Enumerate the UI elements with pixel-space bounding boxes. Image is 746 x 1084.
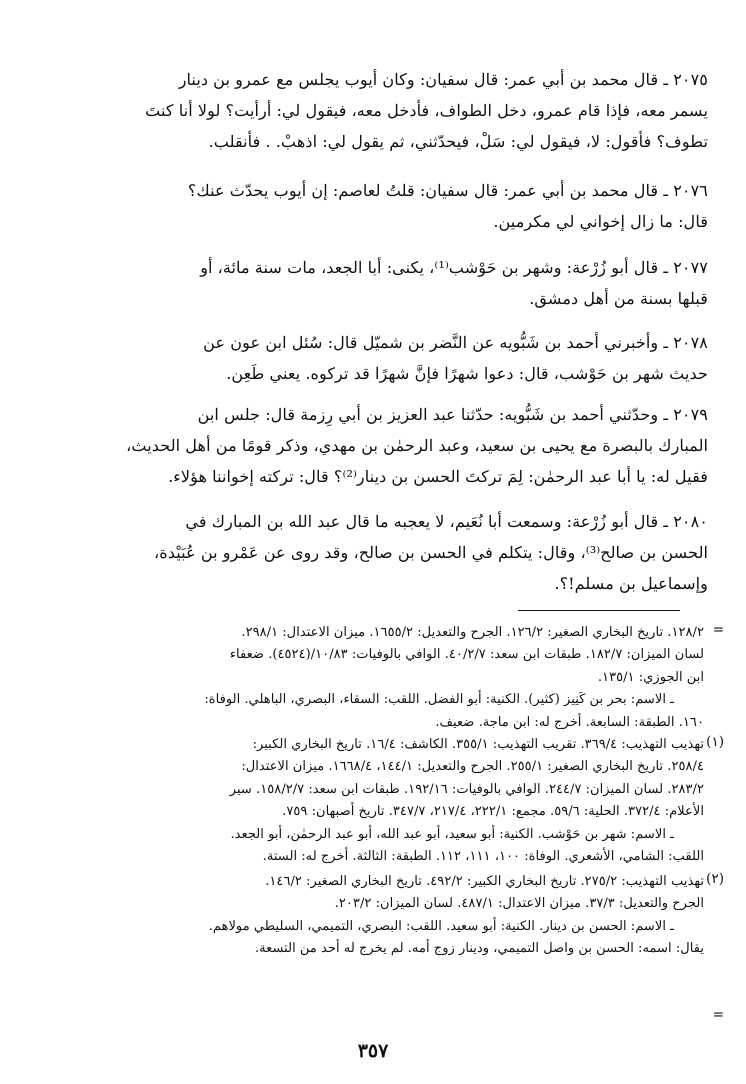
footnote-note-line: يقال: اسمه: الحسن بن واصل التميمي، ودينار زوج أمه. لم يخرج له أحد من التسعة.: [254, 941, 704, 957]
text-line: حديث شهر بن حَوْشب، قال: دعوا شهرًا فإنَّ شهرًا قد تركوه. يعني طَعِن.: [226, 364, 708, 383]
text-line: قبلها بسنة من أهل دمشق.: [529, 289, 708, 308]
footnote-line: لسان الميزان: ١٨٢/٧. طبقات ابن سعد: ٤٠/٢/٧. الوافي بالوفيات: ١٠/٨٣/(٤٥٢٤). ضعفاء: [229, 647, 704, 663]
footnote-continuation: [38, 622, 704, 734]
footnote-line: ٢٨٣/٢. لسان الميزان: ٢٤٤/٧. الوافي بالوفيات: ١٩٢/١٦. طبقات ابن سعد: ١٥٨/٢/٧. سير: [229, 781, 704, 797]
page-number: ٣٥٧: [357, 1040, 389, 1062]
footnote-line: تهذيب التهذيب: ٢٧٥/٢. تاريخ البخاري الكبير: ٤٩٢/٢. تاريخ البخاري الصغير: ١٤٦/٢.: [265, 874, 704, 889]
footnote-1-marker: (١): [706, 734, 724, 750]
footnote-note-line: ـ الاسم: الحسن بن دينار. الكنية: أبو سعيد. اللقب: البصري، التميمي، السليطي مولاهم.: [208, 918, 674, 934]
text-line: تطوف؟ فأقول: لا، فيقول لي: سَلْ، فيحدّثني، ثم يقول لي: اذهبْ. . فأنقلب.: [208, 132, 708, 151]
text-line: ٢٠٧٧ ـ قال أبو زُرْعة: وشهر بن حَوْشب⁽¹⁾، يكنى: أبا الجعد، مات سنة مائة، أو: [200, 258, 708, 277]
text-line: ٢٠٧٦ ـ قال محمد بن أبي عمر: قال سفيان: قلتُ لعاصم: إن أيوب يحدّث عنك؟: [187, 181, 708, 200]
text-line: قال: ما زال إخواني لي مكرمين.: [493, 212, 708, 231]
continuation-end-marker: =: [712, 1007, 724, 1023]
text-line: ٢٠٧٩ ـ وحدّثني أحمد بن شَبُّويه: حدّثنا عبد العزيز بن أبي رِزمة قال: جلس ابن: [197, 405, 708, 424]
text-line: ٢٠٧٥ ـ قال محمد بن أبي عمر: قال سفيان: وكان أيوب يجلس مع عمرو بن دينار: [178, 70, 708, 89]
text-line: ٢٠٧٨ ـ وأخبرني أحمد بن شَبُّويه عن النَّضر بن شميّل قال: سُئل ابن عون عن: [203, 333, 708, 352]
footnote-line: ابن الجوزي: ١٣٥/١.: [597, 669, 704, 685]
narration-2075: [38, 64, 708, 157]
footnote-separator: [518, 610, 680, 611]
narration-2080: [38, 506, 708, 599]
text-line: الحسن بن صالح⁽³⁾، وقال: يتكلم في الحسن بن صالح، وقد روى عن عَمْرو بن عُبَيْدة،: [154, 543, 708, 562]
narration-2079: [38, 399, 708, 492]
footnote-line: ١٢٨/٢. تاريخ البخاري الصغير: ١٢٦/٢. الجرح والتعديل: ١٦٥٥/٢. ميزان الاعتدال: ٢٩٨/١.: [241, 625, 704, 640]
footnote-line: الأعلام: ٣٧٢/٤. الحلية: ٥٩/٦. مجمع: ٢٢٢/١، ٢١٧/٤، ٣٤٧/٧. تاريخ أصبهان: ٧٥٩.: [282, 804, 704, 820]
text-line: المبارك بالبصرة مع يحيى بن سعيد، وعبد الرحمٰن بن مهدي، وذكر قومًا من أهل الحديث،: [126, 436, 708, 455]
text-line: فقيل له: يا أبا عبد الرحمٰن: لِمَ تركتَ الحسن بن دينار⁽²⁾؟ قال: تركته إخواننا هؤلاء.: [168, 467, 708, 486]
footnote-note-line: ١٦٠. الطبقة: السابعة. أخرج له: ابن ماجة. ضعيف.: [435, 714, 704, 730]
footnote-note-line: ـ الاسم: شهر بن حَوْشب. الكنية: أبو سعيد، أبو عبد الله، أبو عبد الرحمٰن، أبو الجعد.: [230, 826, 674, 842]
text-line: وإسماعيل بن مسلم!؟.: [554, 574, 708, 593]
footnote-1: [38, 734, 704, 868]
narration-2076: [38, 175, 708, 237]
text-line: ٢٠٨٠ ـ قال أبو زُرْعة: وسمعت أبا نُعَيم، لا يعجبه ما قال عبد الله بن المبارك في: [185, 512, 708, 531]
footnote-note-line: ـ الاسم: بحر بن كَنِيز (كثير). الكنية: أبو الفضل. اللقب: السقاء، البصري، الباهلي. الوفاة:: [204, 692, 674, 708]
footnote-line: الجرح والتعديل: ٣٧/٣. ميزان الاعتدال: ٤٨٧/١. لسان الميزان: ٢٠٣/٢.: [334, 896, 704, 912]
footnote-2: [38, 871, 704, 961]
narration-2078: [38, 327, 708, 389]
footnote-note-line: اللقب: الشامي، الأشعري. الوفاة: ١٠٠، ١١١، ١١٢. الطبقة: الثالثة. أخرج له: الستة.: [262, 849, 704, 865]
footnote-line: ٢٥٨/٤. تاريخ البخاري الصغير: ٢٥٥/١. الجرح والتعديل: ١٤٤/١، ١٦٦٨/٤. ميزان الاعتدال:: [241, 759, 704, 775]
continuation-marker: =: [712, 622, 724, 638]
footnote-line: تهذيب التهذيب: ٣٦٩/٤. تقريب التهذيب: ٣٥٥/١. الكاشف: ١٦/٤. تاريخ البخاري الكبير:: [252, 737, 704, 752]
text-line: يسمر معه، فإذا قام عمرو، دخل الطواف، فأدخل معه، فيقول لي: أرأيت؟ لولا أنا كنتَ: [145, 101, 708, 120]
narration-2077: [38, 252, 708, 314]
footnote-2-marker: (٢): [706, 871, 724, 887]
